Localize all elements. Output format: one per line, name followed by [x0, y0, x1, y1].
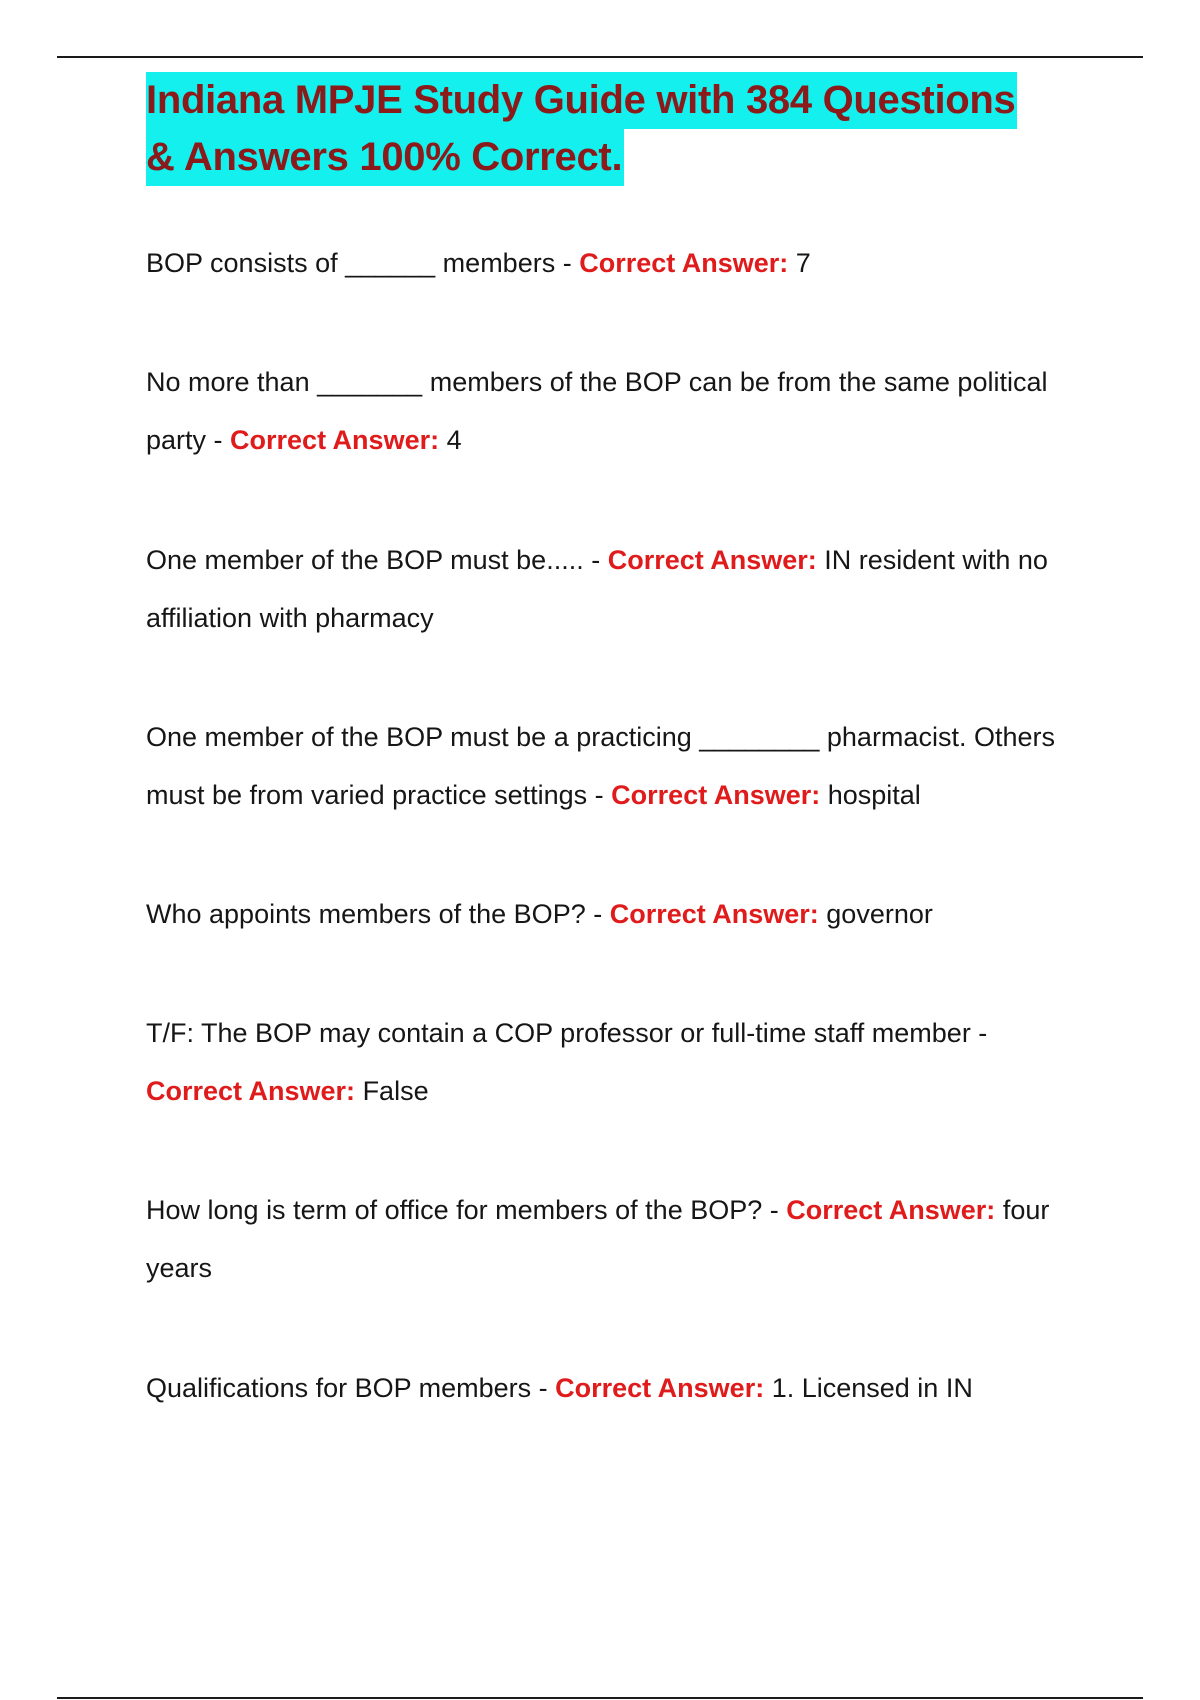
question-text: T/F: The BOP may contain a COP professor or full-time staff member - — [146, 1018, 988, 1048]
answer-label: Correct Answer: — [555, 1373, 765, 1403]
question-text: How long is term of office for members of the BOP? - — [146, 1195, 787, 1225]
answer-label: Correct Answer: — [609, 899, 819, 929]
question-text: BOP consists of ______ members - — [146, 248, 580, 278]
answer-label: Correct Answer: — [146, 1076, 356, 1106]
answer-text: False — [355, 1076, 429, 1106]
title-line-2: & Answers 100% Correct. — [146, 129, 624, 186]
qa-item — [146, 1181, 1086, 1297]
answer-label: Correct Answer: — [611, 780, 821, 810]
title-line-1: Indiana MPJE Study Guide with 384 Questions — [146, 72, 1017, 129]
answer-text: four years — [146, 1195, 1050, 1283]
document-page — [146, 72, 1086, 1403]
answer-label: Correct Answer: — [230, 425, 440, 455]
qa-item — [146, 234, 1086, 292]
answer-label: Correct Answer: — [786, 1195, 996, 1225]
answer-text: governor — [818, 899, 933, 929]
question-text: Who appoints members of the BOP? - — [146, 899, 610, 929]
answer-text: IN resident with no affiliation with pharmacy — [146, 545, 1048, 633]
qa-item — [146, 885, 1086, 943]
document-title — [146, 72, 1086, 186]
answer-text: 1. Licensed in IN — [764, 1373, 973, 1403]
answer-text: 4 — [439, 425, 462, 455]
bottom-rule — [57, 1697, 1143, 1699]
question-text: No more than _______ members of the BOP can be from the same political party - — [146, 367, 1048, 455]
qa-item — [146, 1359, 1086, 1417]
top-rule — [57, 56, 1143, 58]
question-text: One member of the BOP must be..... - — [146, 545, 608, 575]
question-text: One member of the BOP must be a practicing ________ pharmacist. Others must be from varied practice settings - — [146, 722, 1055, 810]
answer-text: 7 — [788, 248, 811, 278]
qa-item — [146, 353, 1086, 469]
answer-text: hospital — [820, 780, 921, 810]
qa-item — [146, 531, 1086, 647]
question-text: Qualifications for BOP members - — [146, 1373, 556, 1403]
qa-item — [146, 708, 1086, 824]
answer-label: Correct Answer: — [579, 248, 789, 278]
qa-item — [146, 1004, 1086, 1120]
answer-label: Correct Answer: — [607, 545, 817, 575]
